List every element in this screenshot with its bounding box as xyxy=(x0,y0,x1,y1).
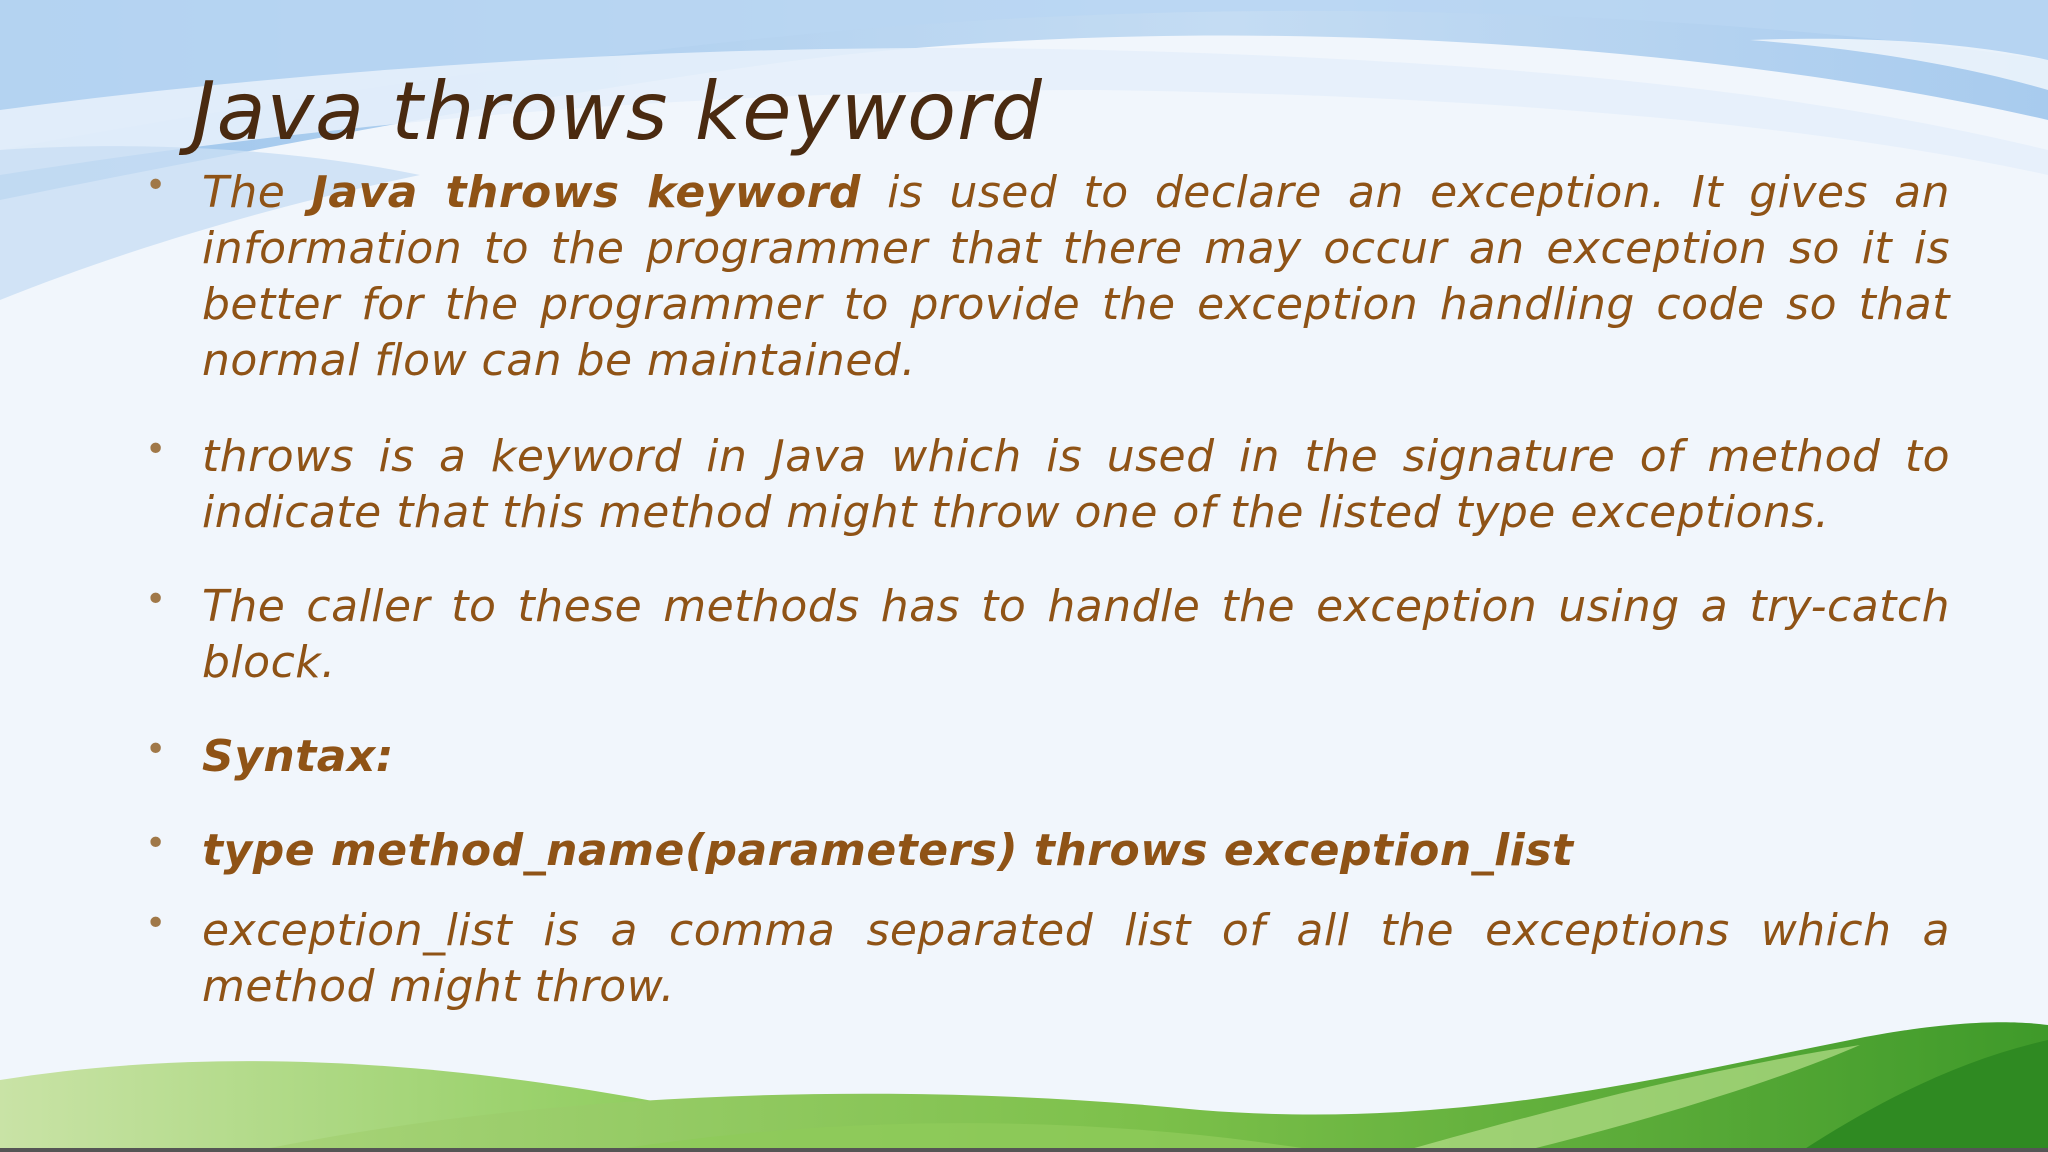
bullet-item xyxy=(140,579,1950,691)
bullet-text-keyword: Java throws keyword xyxy=(311,167,861,218)
bullet-text-lead: The xyxy=(202,167,312,218)
bullet-list xyxy=(140,165,1950,1015)
syntax-heading: Syntax: xyxy=(202,731,394,782)
bullet-dot: • xyxy=(145,165,167,206)
bullet-item xyxy=(140,903,1950,1015)
bullet-text: exception_list is a comma separated list of all the exceptions which a method might throw. xyxy=(202,905,1950,1012)
slide-title: Java throws keyword xyxy=(192,65,1043,158)
bullet-item xyxy=(140,165,1950,389)
bullet-item xyxy=(140,823,1950,879)
bullet-dot: • xyxy=(145,429,167,470)
bullet-dot: • xyxy=(145,579,167,620)
bullet-text: throws is a keyword in Java which is used in the signature of method to indicate that this method might throw one of the listed type exceptions. xyxy=(202,431,1950,538)
bullet-text-rest: is used to declare an exception. It gives an information to the programmer that there may occur an exception so it is better for the programmer to provide the exception handling code so that normal flow can be maintained. xyxy=(202,167,1951,386)
bullet-dot: • xyxy=(145,903,167,944)
bullet-dot: • xyxy=(145,729,167,770)
bullet-item xyxy=(140,429,1950,541)
bullet-dot: • xyxy=(145,823,167,864)
bullet-text: The caller to these methods has to handle the exception using a try-catch block. xyxy=(202,581,1950,688)
syntax-signature: type method_name(parameters) throws exception_list xyxy=(202,825,1574,876)
bullet-text xyxy=(202,165,1950,389)
bullet-item xyxy=(140,729,1950,785)
